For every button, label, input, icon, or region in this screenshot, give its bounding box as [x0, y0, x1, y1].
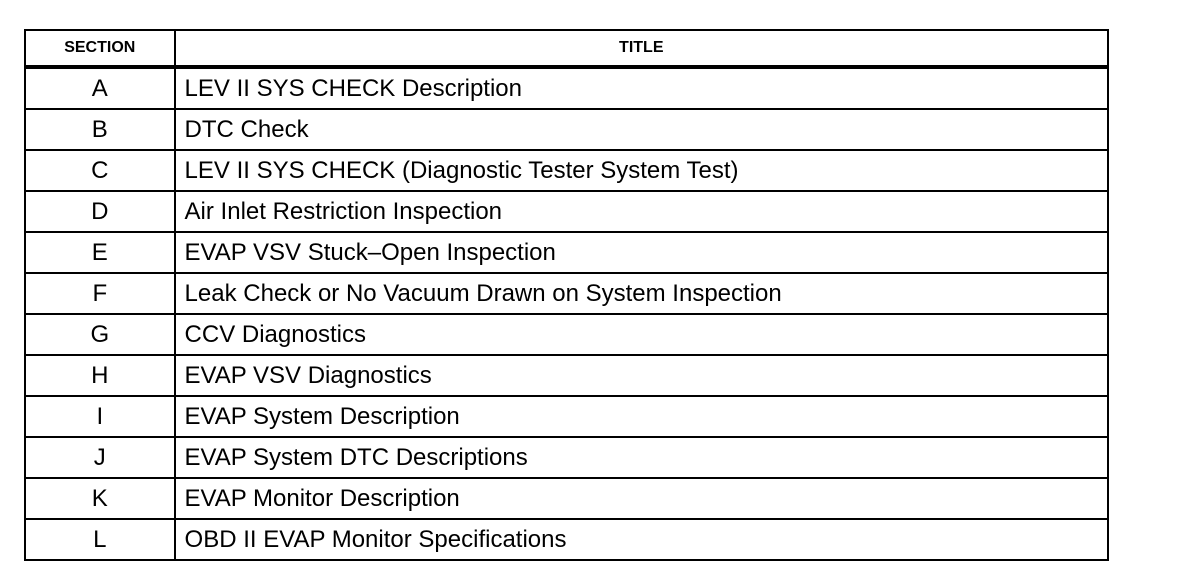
section-letter-cell: K: [25, 478, 175, 519]
table-row: [25, 478, 1108, 519]
table-row: [25, 150, 1108, 191]
section-letter-cell: C: [25, 150, 175, 191]
section-letter-cell: H: [25, 355, 175, 396]
table-header-row: [25, 30, 1108, 67]
section-title-cell: Leak Check or No Vacuum Drawn on System Inspection: [175, 273, 1108, 314]
section-title-cell: EVAP System Description: [175, 396, 1108, 437]
table-row: [25, 314, 1108, 355]
section-title-cell: LEV II SYS CHECK Description: [175, 67, 1108, 109]
table-row: [25, 232, 1108, 273]
section-letter-cell: F: [25, 273, 175, 314]
section-index-table: [24, 29, 1109, 561]
table-row: [25, 396, 1108, 437]
table-row: [25, 109, 1108, 150]
section-title-cell: EVAP VSV Stuck–Open Inspection: [175, 232, 1108, 273]
section-letter-cell: B: [25, 109, 175, 150]
section-title-cell: EVAP System DTC Descriptions: [175, 437, 1108, 478]
section-letter-cell: A: [25, 67, 175, 109]
table-row: [25, 273, 1108, 314]
section-title-cell: OBD II EVAP Monitor Specifications: [175, 519, 1108, 560]
table-row: [25, 67, 1108, 109]
table-row: [25, 355, 1108, 396]
section-title-cell: EVAP Monitor Description: [175, 478, 1108, 519]
table-row: [25, 437, 1108, 478]
section-title-cell: CCV Diagnostics: [175, 314, 1108, 355]
section-title-cell: EVAP VSV Diagnostics: [175, 355, 1108, 396]
section-letter-cell: I: [25, 396, 175, 437]
section-letter-cell: D: [25, 191, 175, 232]
section-title-cell: LEV II SYS CHECK (Diagnostic Tester System Test): [175, 150, 1108, 191]
section-letter-cell: E: [25, 232, 175, 273]
section-letter-cell: G: [25, 314, 175, 355]
table-row: [25, 519, 1108, 560]
title-column-header: TITLE: [175, 30, 1108, 67]
table-row: [25, 191, 1108, 232]
section-column-header: SECTION: [25, 30, 175, 67]
section-title-cell: Air Inlet Restriction Inspection: [175, 191, 1108, 232]
section-letter-cell: J: [25, 437, 175, 478]
section-letter-cell: L: [25, 519, 175, 560]
section-title-cell: DTC Check: [175, 109, 1108, 150]
